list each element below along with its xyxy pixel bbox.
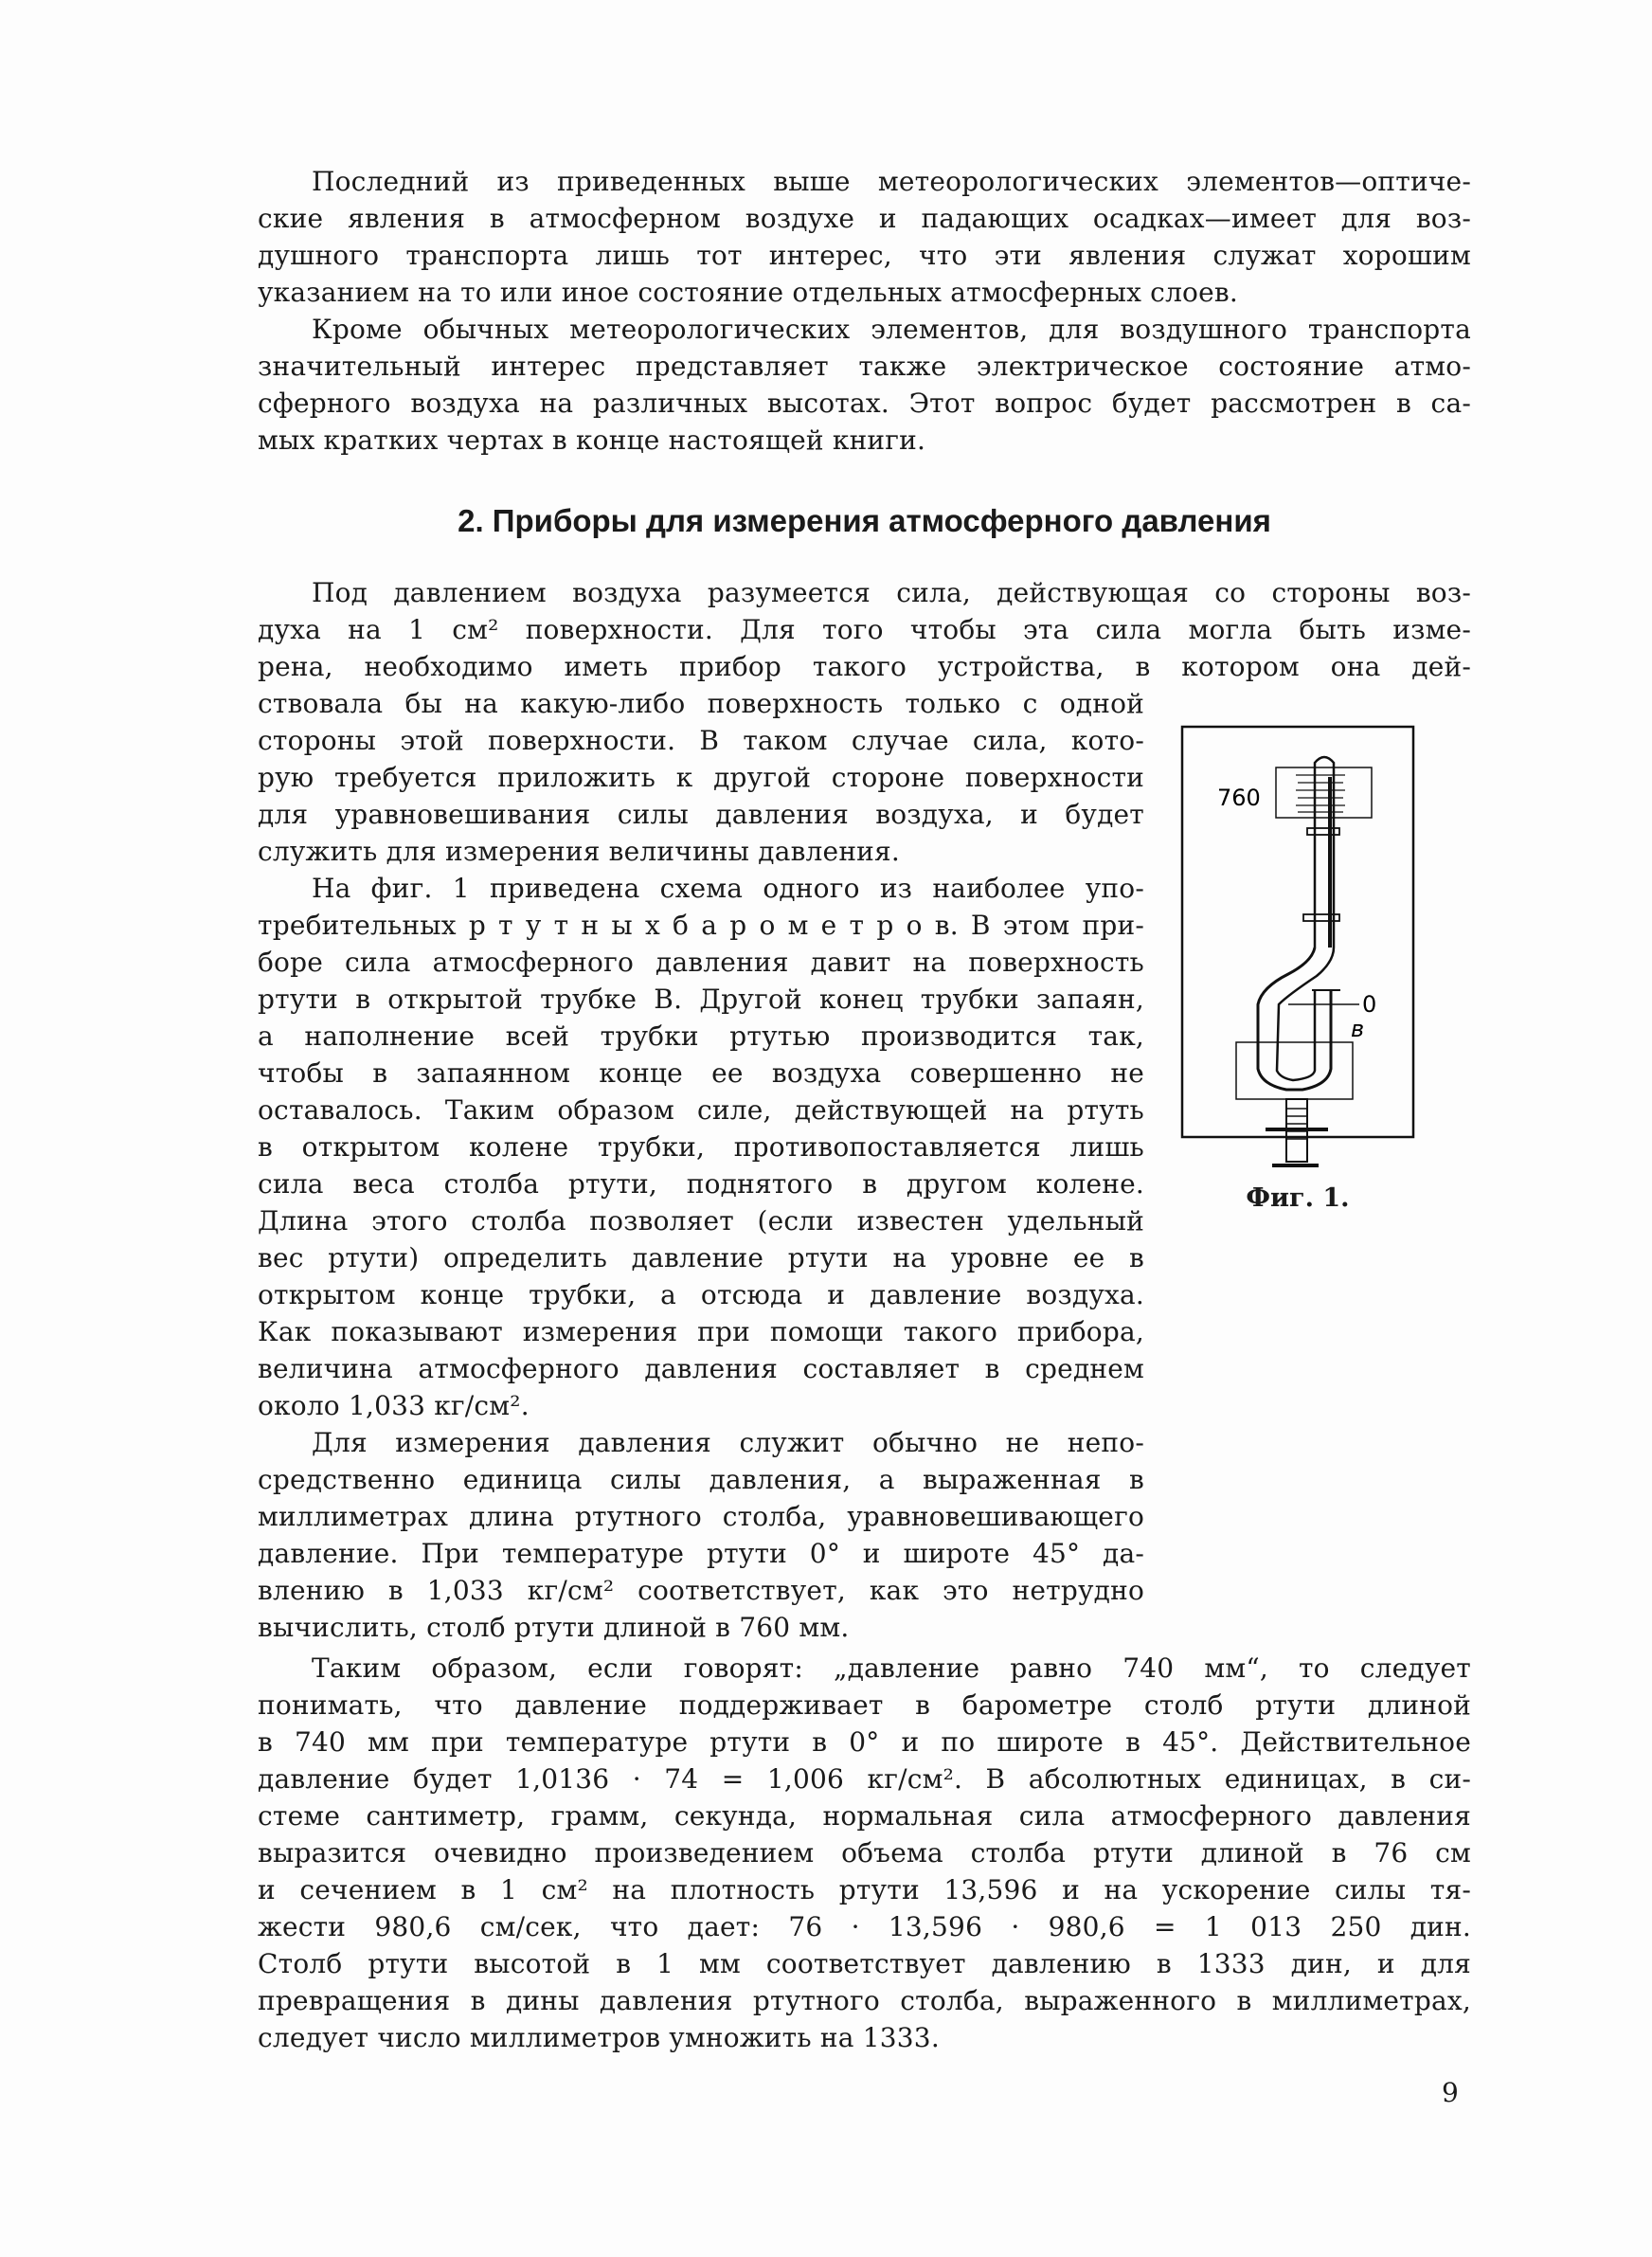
text-line: боре сила атмосферного давления давит на поверхность <box>258 947 1144 978</box>
text-line: влению в 1,033 кг/см² соответствует, как это нетрудно <box>258 1575 1144 1606</box>
text-line: превращения в дины давления ртутного столба, выраженного в миллиметрах, <box>258 1985 1471 2016</box>
text-line: миллиметрах длина ртутного столба, уравновешивающего <box>258 1501 1144 1532</box>
text-line: чтобы в запаянном конце ее воздуха совершенно не <box>258 1057 1144 1089</box>
text-line: сферного воздуха на различных высотах. Этот вопрос будет рассмотрен в са- <box>258 388 1471 419</box>
text-line: средственно единица силы давления, а выраженная в <box>258 1464 1144 1495</box>
text-line: сила веса столба ртути, поднятого в другом колене. <box>258 1168 1144 1200</box>
text-line: в открытом колене трубки, противопоставляется лишь <box>258 1131 1144 1163</box>
figure-caption: Фиг. 1. <box>1246 1183 1350 1213</box>
text-line: Таким образом, если говорят: „давление равно 740 мм“, то следует <box>312 1652 1471 1684</box>
text-line: служить для измерения величины давления. <box>258 836 901 867</box>
text-line: и сечением в 1 см² на плотность ртути 13,596 и на ускорение силы тя- <box>258 1874 1471 1905</box>
text-line: духа на 1 см² поверхности. Для того чтобы эта сила могла быть изме- <box>258 614 1471 645</box>
scale-label-760: 760 <box>1217 785 1261 811</box>
text-block-top <box>258 163 1471 459</box>
text-line: мых кратких чертах в конце настоящей книги. <box>258 424 926 456</box>
text-line: стеме сантиметр, грамм, секунда, нормальная сила атмосферного давления <box>258 1800 1471 1832</box>
text-line: душного транспорта лишь тот интерес, что эти явления служат хорошим <box>258 240 1471 271</box>
text-line: рена, необходимо иметь прибор такого устройства, в котором она дей- <box>258 651 1471 682</box>
text-line: открытом конце трубки, а отсюда и давление воздуха. <box>258 1279 1144 1310</box>
text-line: ствовала бы на какую-либо поверхность только с одной <box>258 688 1144 719</box>
text-line: около 1,033 кг/см². <box>258 1390 530 1421</box>
text-line: Последний из приведенных выше метеорологических элементов—оптиче- <box>312 166 1471 197</box>
text-line: значительный интерес представляет также электрическое состояние атмо- <box>258 351 1471 382</box>
text-line: следует число миллиметров умножить на 1333. <box>258 2022 940 2053</box>
text-column-narrow <box>258 685 1144 1646</box>
text-line: давление будет 1,0136 · 74 = 1,006 кг/см². В абсолютных единицах, в си- <box>258 1763 1471 1795</box>
text-line: вес ртути) определить давление ртути на уровне ее в <box>258 1242 1144 1273</box>
text-line: рую требуется приложить к другой стороне поверхности <box>258 762 1144 793</box>
text-line: требительных р т у т н ы х б а р о м е т р о в. В этом при- <box>258 910 1144 941</box>
page-number: 9 <box>1442 2077 1459 2108</box>
text-line: для уравновешивания силы давления воздуха, и будет <box>258 799 1144 830</box>
text-line: Столб ртути высотой в 1 мм соответствует давлению в 1333 дин, и для <box>258 1948 1471 1979</box>
paragraph-units <box>258 1650 1471 2056</box>
text-line: Длина этого столба позволяет (если известен удельный <box>258 1205 1144 1237</box>
text-line: выразится очевидно произведением объема столба ртути длиной в 76 см <box>258 1837 1471 1869</box>
text-line: в 740 мм при температуре ртути в 0° и по широте в 45°. Действительное <box>258 1726 1471 1758</box>
text-line: величина атмосферного давления составляет в среднем <box>258 1353 1144 1384</box>
text-line: давление. При температуре ртути 0° и широте 45° да- <box>258 1538 1144 1569</box>
text-line: Кроме обычных метеорологических элементов, для воздушного транспорта <box>312 314 1471 345</box>
text-line: а наполнение всей трубки ртутью производится так, <box>258 1020 1144 1052</box>
text-line: вычислить, столб ртути длиной в 760 мм. <box>258 1612 850 1643</box>
zero-label: 0 <box>1362 991 1377 1018</box>
text-line: жести 980,6 см/сек, что дает: 76 · 13,596 · 980,6 = 1 013 250 дин. <box>258 1911 1471 1942</box>
section-heading: 2. Приборы для измерения атмосферного давления <box>458 503 1271 538</box>
text-line: ские явления в атмосферном воздухе и падающих осадках—имеет для воз- <box>258 203 1471 234</box>
tube-b-label: в <box>1351 1016 1365 1042</box>
text-line: На фиг. 1 приведена схема одного из наиболее упо- <box>312 873 1144 904</box>
text-line: указанием на то или иное состояние отдельных атмосферных слоев. <box>258 277 1238 308</box>
text-line: Для измерения давления служит обычно не непо- <box>312 1427 1144 1458</box>
paragraph-pressure-definition <box>258 574 1471 685</box>
text-line: оставалось. Таким образом силе, действующей на ртуть <box>258 1094 1144 1126</box>
text-line: стороны этой поверхности. В таком случае сила, кото- <box>258 725 1144 756</box>
text-line: Как показывают измерения при помощи такого прибора, <box>258 1316 1144 1347</box>
barometer-figure <box>1175 720 1421 1184</box>
text-line: Под давлением воздуха разумеется сила, действующая со стороны воз- <box>312 577 1471 608</box>
text-line: понимать, что давление поддерживает в барометре столб ртути длиной <box>258 1689 1471 1721</box>
text-line: ртути в открытой трубке В. Другой конец трубки запаян, <box>258 984 1144 1015</box>
